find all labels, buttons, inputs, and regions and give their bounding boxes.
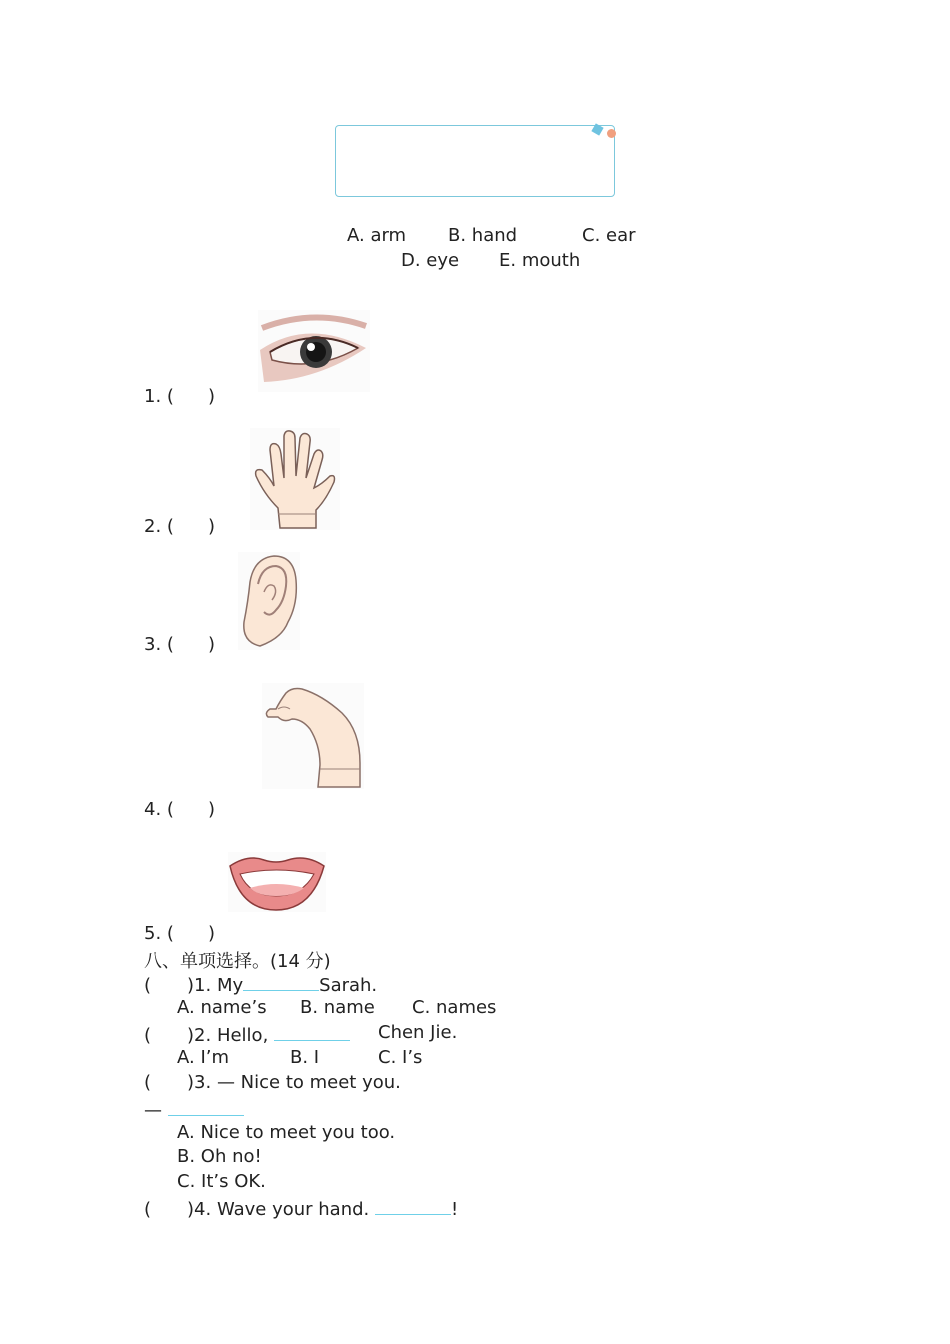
word-option-a: A. arm xyxy=(347,225,407,246)
picture-4-label: 4. ( ) xyxy=(144,799,215,820)
q3-option-b: B. Oh no! xyxy=(177,1146,262,1167)
question-2: ( )2. Hello, xyxy=(144,1022,350,1046)
word-option-e: E. mouth xyxy=(499,250,581,271)
answer-blank[interactable] xyxy=(168,1097,244,1116)
q2-option-a: A. I’m xyxy=(177,1047,230,1068)
q3-option-c: C. It’s OK. xyxy=(177,1171,266,1192)
picture-5-label: 5. ( ) xyxy=(144,923,215,944)
q1-option-b: B. name xyxy=(300,997,375,1018)
answer-blank[interactable] xyxy=(243,972,319,991)
decorative-dot-icon xyxy=(607,129,616,138)
answer-blank[interactable] xyxy=(375,1196,451,1215)
arm-icon xyxy=(262,683,364,789)
answer-blank[interactable] xyxy=(274,1022,350,1041)
eye-icon xyxy=(258,310,370,392)
picture-1-label: 1. ( ) xyxy=(144,386,215,407)
word-option-c: C. ear xyxy=(582,225,636,246)
question-4: ( )4. Wave your hand. ! xyxy=(144,1196,458,1220)
hand-icon xyxy=(250,428,340,530)
q2-after-text: Chen Jie. xyxy=(378,1022,458,1043)
word-option-d: D. eye xyxy=(401,250,460,271)
word-box-frame xyxy=(335,125,615,197)
q1-option-a: A. name’s xyxy=(177,997,267,1018)
q3-option-a: A. Nice to meet you too. xyxy=(177,1122,396,1143)
picture-3-label: 3. ( ) xyxy=(144,634,215,655)
picture-2-label: 2. ( ) xyxy=(144,516,215,537)
section-8-heading: 八、单项选择。(14 分) xyxy=(144,951,331,972)
q1-option-c: C. names xyxy=(412,997,497,1018)
word-option-b: B. hand xyxy=(448,225,518,246)
q2-option-b: B. I xyxy=(290,1047,320,1068)
q2-option-c: C. I’s xyxy=(378,1047,423,1068)
question-1: ( )1. My Sarah. xyxy=(144,972,377,996)
mouth-icon xyxy=(228,852,326,912)
ear-icon xyxy=(238,552,300,650)
question-3: ( )3. — Nice to meet you. xyxy=(144,1072,401,1093)
q3-response-line: — xyxy=(144,1097,244,1121)
